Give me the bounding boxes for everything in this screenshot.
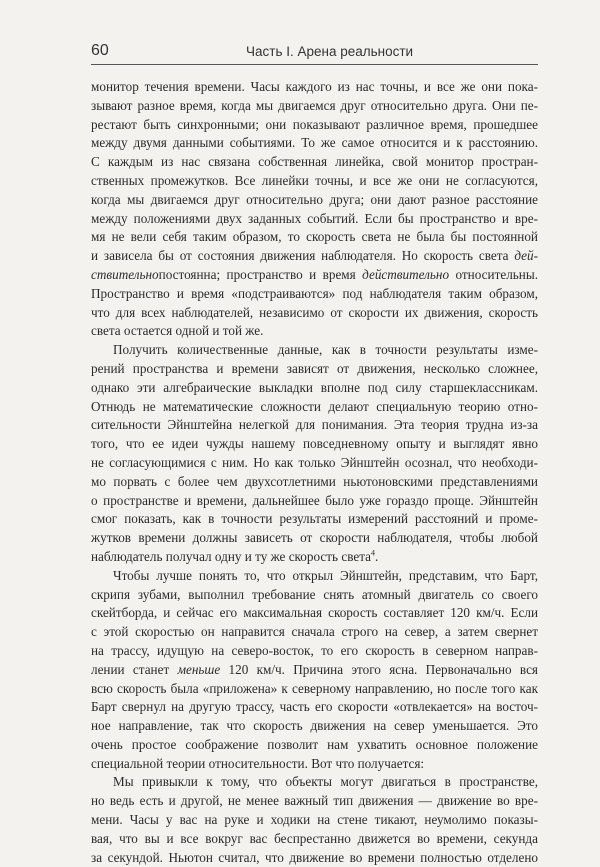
emphasis-fragment: ствительно <box>91 266 159 282</box>
header-rule <box>91 64 538 65</box>
text-line: рений пространства и времени зависят от движения, несколько сложнее, <box>91 360 538 376</box>
text-line: Мы привыкли к тому, что объекты могут двигаться в пространстве, <box>113 774 538 790</box>
text-line: того, что ее идеи чужды нашему повседневному опыту и выглядят явно <box>91 436 538 452</box>
text-line: Пространство и время «подстраиваются» под наблюдателя таким образом, <box>91 285 538 301</box>
emphasis-fragment: дей- <box>514 248 538 264</box>
text-line: с этой скоростью он направится сначала строго на север, а затем свернет <box>91 624 538 640</box>
text-line: Чтобы лучше понять то, что открыл Эйнштейн, представим, что Барт, <box>113 567 538 583</box>
text-line: но ведь есть и другой, не менее важный тип движения — движение во вре- <box>91 793 538 809</box>
text-fragment: относительны. <box>449 266 539 282</box>
text-line: между двумя данными событиями. То же самое относится и к расстоянию. <box>91 135 538 151</box>
text-fragment: и зависела бы от состояния движения наблюдателя. Но скорость света <box>91 248 515 264</box>
page-number: 60 <box>91 42 109 59</box>
text-line <box>91 266 538 285</box>
text-fragment: 120 км/ч. Причина этого ясна. Первоначально вся <box>220 661 538 677</box>
text-line: между положениями двух заданных событий. Если бы пространство и вре- <box>91 210 538 226</box>
emphasis-fragment: меньше <box>177 661 221 677</box>
footnote-marker[interactable]: 4 <box>370 548 375 558</box>
text-line: о пространстве и времени, дальнейшее было уже гораздо проще. Эйнштейн <box>91 492 538 508</box>
text-line: жутков времени должны зависеть от скорости наблюдателя, чтобы любой <box>91 530 538 546</box>
text-line: однако эти алгебраические выкладки вполне под силу старшеклассникам. <box>91 379 538 395</box>
text-line: за секундой. Ньютон считал, что движение во времени полностью отделено <box>91 849 538 865</box>
paragraph-1 <box>91 78 538 341</box>
text-line: С каждым из нас связана собственная линейка, свой монитор простран- <box>91 154 538 170</box>
text-line: сительности Эйнштейна нелегкой для понимания. Эта теория трудна из-за <box>91 417 538 433</box>
paragraph-3 <box>91 567 538 774</box>
paragraph-2 <box>91 341 538 567</box>
text-line: не согласующимися с ним. Но как только Эйнштейн осознал, что необходи- <box>91 454 538 470</box>
text-line: зывают разное время, когда мы двигаемся друг относительно друга. Они пе- <box>91 97 538 113</box>
text-line: Получить количественные данные, как в точности результаты изме- <box>113 342 538 358</box>
text-line: очень простое соображение позволит нам ухватить основное положение <box>91 736 538 752</box>
text-line: мя не вели себя таким образом, то скорость света не была бы постоянной <box>91 229 538 245</box>
text-line: Отнюдь не математические сложности делают специальную теорию отно- <box>91 398 538 414</box>
emphasis-fragment: действительно <box>362 266 450 282</box>
text-line: смог показать, как в точности результаты измерений расстояний и проме- <box>91 511 538 527</box>
paragraph-4 <box>91 773 538 867</box>
text-fragment: постоянна; пространство и время <box>158 266 363 282</box>
text-line: мо порвать с более чем двухсотлетними ньютоновскими представлениями <box>91 473 538 489</box>
text-line: скейтборда, и сейчас его максимальная скорость составляет 120 км/ч. Если <box>91 605 538 621</box>
text-line: ственных промежутков. Все линейки точны, и все же они не согласуются, <box>91 172 538 188</box>
text-line: монитор течения времени. Часы каждого из нас точны, и все же они пока- <box>91 79 538 94</box>
text-line: рестают быть синхронными; они показывают различное время, прошедшее <box>91 116 538 132</box>
text-line: Барт свернул на другую трассу, часть его скорости «отвлекается» на восточ- <box>91 699 538 715</box>
text-line: ное направление, так что скорость движения на север уменьшается. Это <box>91 718 538 734</box>
text-line <box>91 661 538 680</box>
body-text <box>91 78 538 867</box>
text-fragment: лении станет <box>91 661 178 677</box>
page-header <box>91 42 538 64</box>
text-line: света остается одной и той же. <box>91 323 264 339</box>
text-line: что для всех наблюдателей, независимо от скорости их движения, скорость <box>91 304 538 320</box>
text-line: скрипя зубами, выполнил требование снять атомный двигатель со своего <box>91 586 538 602</box>
text-fragment: наблюдатель получал одну и ту же скорость света <box>91 548 371 564</box>
running-title: Часть I. Арена реальности <box>246 44 414 59</box>
text-line: специальной теории относительности. Вот что получается: <box>91 755 425 771</box>
text-line <box>91 247 538 266</box>
text-line: когда мы двигаемся друг относительно друга; они дают разное расстояние <box>91 191 538 207</box>
text-line: вая, что вы и все вокруг вас беспрестанно движется во времени, секунда <box>91 830 538 846</box>
text-line: мени. Часы у вас на руке и ходики на стене тикают, неумолимо показы- <box>91 812 538 828</box>
text-line: всю скорость была «приложена» к северному направлению, но после того как <box>91 680 538 696</box>
text-fragment: . <box>374 548 379 564</box>
text-line: на трассу, идущую на северо-восток, то его скорость в северном направ- <box>91 642 538 658</box>
text-line <box>91 548 538 567</box>
